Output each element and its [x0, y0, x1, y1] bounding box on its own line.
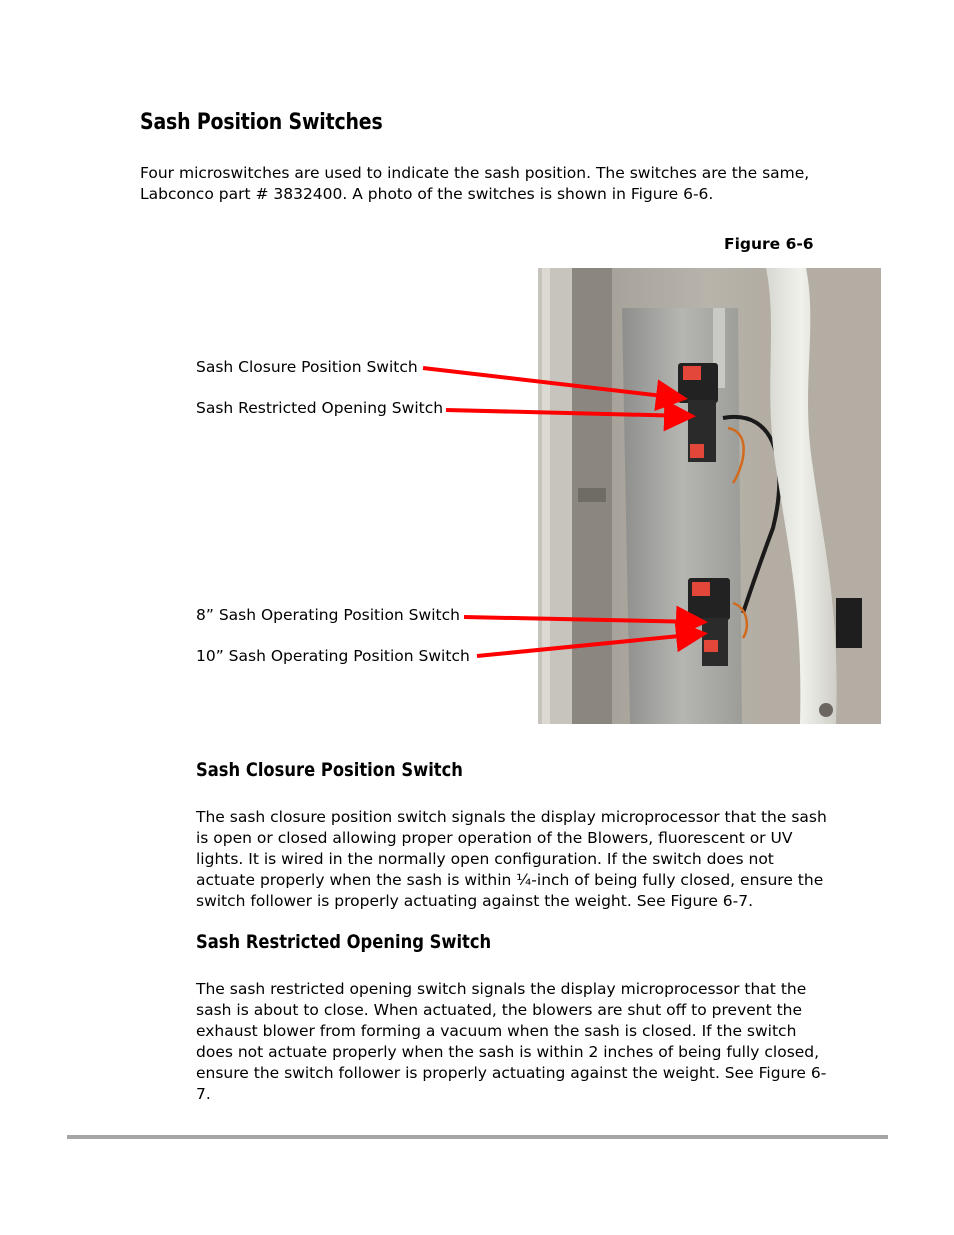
section-title: Sash Position Switches	[140, 110, 383, 135]
closure-line: lights. It is wired in the normally open configuration. If the switch does not	[196, 850, 774, 868]
restricted-line: does not actuate properly when the sash is within 2 inches of being fully closed,	[196, 1043, 820, 1061]
intro-line: Four microswitches are used to indicate the sash position. The switches are the same,	[140, 164, 810, 182]
intro-paragraph	[140, 163, 809, 205]
closure-heading: Sash Closure Position Switch	[196, 759, 463, 781]
restricted-line: exhaust blower from forming a vacuum when the sash is closed. If the switch	[196, 1022, 797, 1040]
closure-line: actuate properly when the sash is within ¼-inch of being fully closed, ensure the	[196, 871, 824, 889]
restricted-paragraph	[196, 979, 826, 1105]
closure-paragraph	[196, 807, 827, 912]
switches-photo	[538, 268, 881, 724]
callout-10in-switch: 10” Sash Operating Position Switch	[196, 647, 470, 665]
footer-rule	[67, 1135, 888, 1139]
restricted-line: 7.	[196, 1085, 211, 1103]
callout-closure-switch: Sash Closure Position Switch	[196, 358, 418, 376]
callout-8in-switch: 8” Sash Operating Position Switch	[196, 606, 460, 624]
restricted-line: sash is about to close. When actuated, the blowers are shut off to prevent the	[196, 1001, 803, 1019]
restricted-heading: Sash Restricted Opening Switch	[196, 931, 492, 953]
restricted-line: ensure the switch follower is properly actuating against the weight. See Figure 6-	[196, 1064, 827, 1082]
restricted-line: The sash restricted opening switch signals the display microprocessor that the	[196, 980, 807, 998]
figure-caption: Figure 6-6	[724, 235, 814, 253]
closure-line: is open or closed allowing proper operation of the Blowers, fluorescent or UV	[196, 829, 793, 847]
closure-line: The sash closure position switch signals the display microprocessor that the sash	[196, 808, 827, 826]
callout-restricted-switch: Sash Restricted Opening Switch	[196, 399, 444, 417]
closure-line: switch follower is properly actuating against the weight. See Figure 6-7.	[196, 892, 754, 910]
intro-line: Labconco part # 3832400. A photo of the switches is shown in Figure 6-6.	[140, 185, 714, 203]
